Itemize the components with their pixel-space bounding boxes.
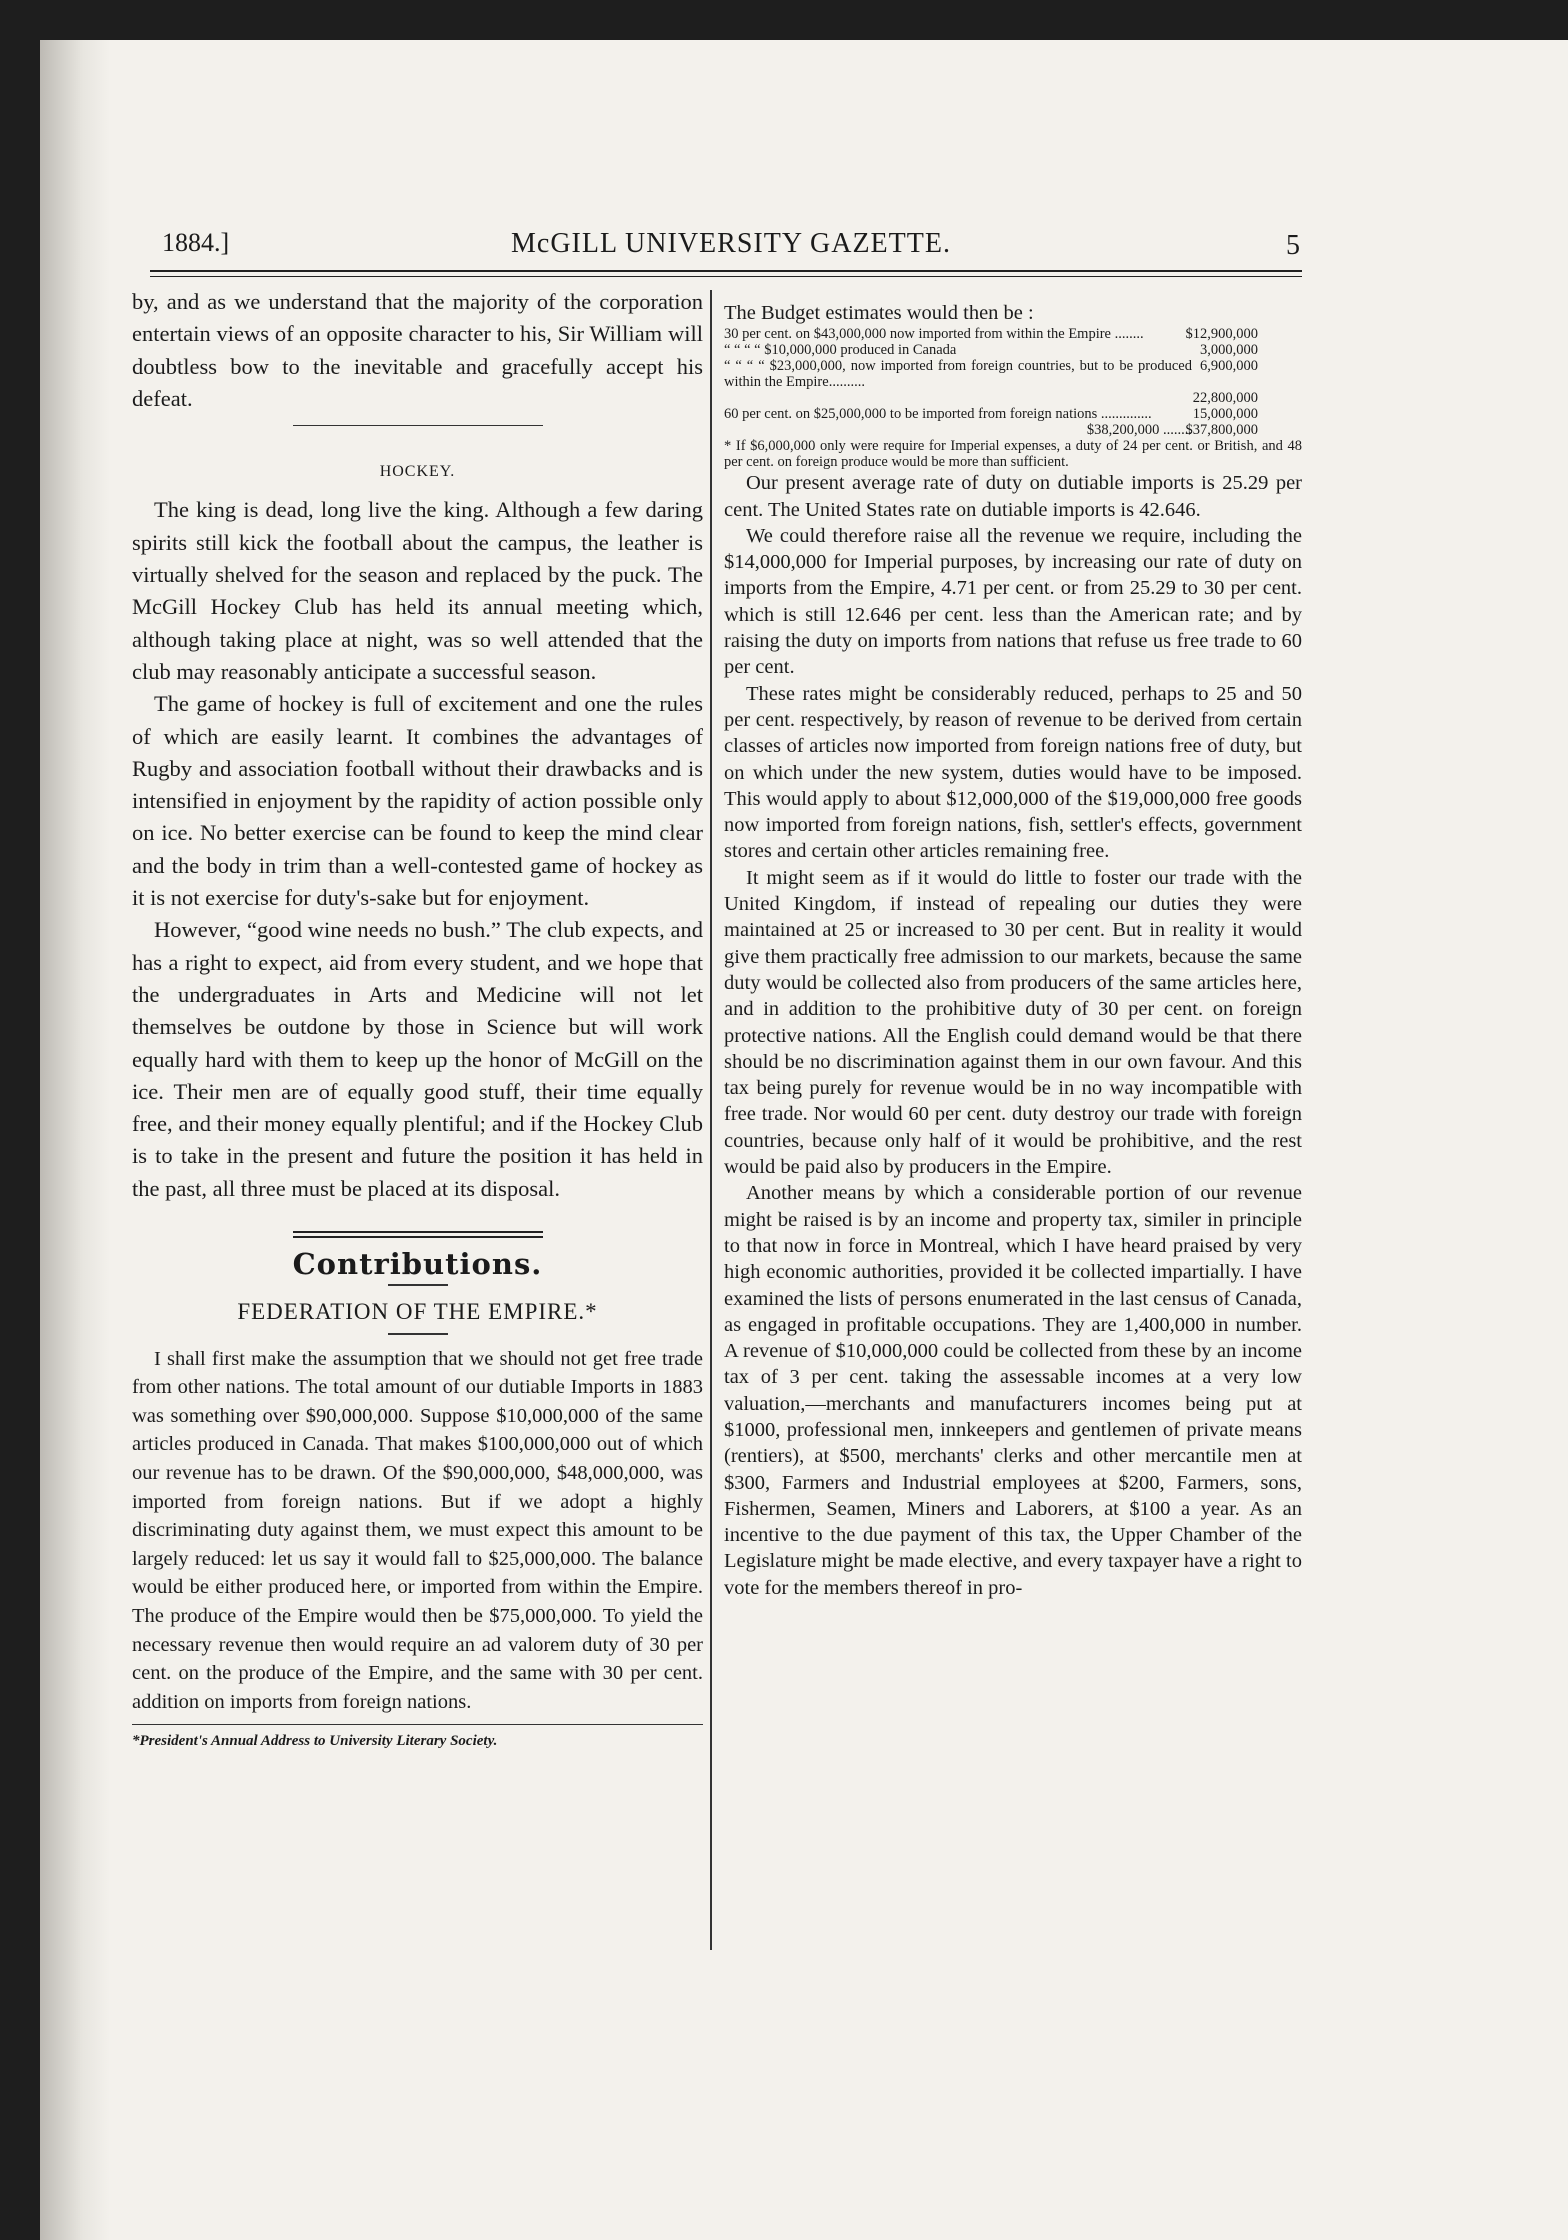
page-header	[162, 228, 1300, 268]
budget-row-value: 3,000,000	[1200, 342, 1258, 359]
contributions-rule	[293, 1231, 543, 1238]
opening-paragraph: by, and as we understand that the majority of the corporation entertain views of an opposite character to his, Sir William will doubtless bow to the inevitable and gracefully accept his defeat.	[132, 289, 703, 411]
hockey-paragraph: However, “good wine needs no bush.” The club expects, and has a right to expect, aid from every student, and we hope that the undergraduates in Arts and Medicine will not let themselves be outdone by those in Science but will work equally hard with them to keep up the honor of McGill on the ice. Their men are of equally good stuff, their time equally free, and their money equally plentiful; and if the Hockey Club is to take in the present and future the position it has held in the past, all three must be placed at its disposal.	[132, 917, 703, 1201]
article-title: FEDERATION OF THE EMPIRE.*	[237, 1299, 598, 1325]
budget-row	[724, 326, 1302, 342]
article-footnote: *President's Annual Address to University Literary Society.	[132, 1733, 498, 1750]
contributions-mini-rule	[388, 1284, 448, 1286]
hockey-paragraph: The king is dead, long live the king. Although a few daring spirits still kick the football about the campus, the leather is virtually shelved for the season and replaced by the puck. The McGill Hockey Club has held its annual meeting which, although taking place at night, was so well attended that the club may reasonably anticipate a successful season.	[132, 497, 703, 684]
budget-row-value: $37,800,000	[1185, 422, 1258, 439]
article-paragraph: I shall first make the assumption that we should not get free trade from other nations. The total amount of our dutiable Imports in 1883 was something over $90,000,000. Suppose $10,000,000 of the same articles produced in Canada. That makes $100,000,000 out of which our revenue has to be drawn. Of the $90,000,000, $48,000,000, was imported from foreign nations. But if we adopt a highly discriminating duty against them, we must expect this amount to be largely reduced: let us say it would fall to $25,000,000. The balance would be either produced here, or imported from within the Empire. The produce of the Empire would then be $75,000,000. To yield the necessary revenue then would require an ad valorem duty of 30 per cent. on the produce of the Empire, and the same with 30 per cent. addition on imports from foreign nations.	[132, 1347, 703, 1713]
article-paragraph: These rates might be considerably reduced, perhaps to 25 and 50 per cent. respectively, by reason of revenue to be derived from certain classes of articles now imported from foreign nations free of duty, but on which under the new system, duties would have to be imposed. This would apply to about $12,000,000 of the $19,000,000 free goods now imported from foreign nations, fish, settler's effects, government stores and certain other articles remaining free.	[724, 682, 1302, 863]
budget-row	[724, 422, 1302, 438]
budget-row	[724, 358, 1302, 390]
budget-row	[724, 390, 1302, 406]
article-paragraph: It might seem as if it would do little to foster our trade with the United Kingdom, if instead of repealing our duties they were maintained at 25 or increased to 30 per cent. But in reality it would give them practically free admission to our markets, because the same duty would be collected also from producers of the same articles here, and in addition to the prohibitive duty of 30 per cent. on foreign protective nations. All the English could demand would be that there should be no discrimination against them in our own favour. And this tax being purely for revenue would be in no way incompatible with free trade. Nor would 60 per cent. duty destroy our trade with foreign countries, because only half of it would be prohibitive, and the rest would be paid also by producers in the Empire.	[724, 866, 1302, 1179]
section-divider	[293, 425, 543, 426]
budget-footnote: * If $6,000,000 only were require for Imperial expenses, a duty of 24 per cent. or British, and 48 per cent. on foreign produce would be more than sufficient.	[724, 438, 1302, 471]
right-column	[724, 300, 1302, 1601]
article-paragraph: Our present average rate of duty on dutiable imports is 25.29 per cent. The United States rate on dutiable imports is 42.646.	[724, 472, 1302, 521]
article-paragraph: We could therefore raise all the revenue we require, including the $14,000,000 for Imperial purposes, by increasing our rate of duty on imports from the Empire, 4.71 per cent. or from 25.29 to 30 per cent. which is still 12.646 per cent. less than the American rate; and by raising the duty on imports from nations that refuse us free trade to 60 per cent.	[724, 524, 1302, 679]
header-year: 1884.]	[162, 228, 230, 257]
header-title: McGILL UNIVERSITY GAZETTE.	[511, 228, 951, 259]
budget-intro: The Budget estimates would then be :	[724, 302, 1034, 324]
header-page-number: 5	[1286, 230, 1300, 261]
left-column	[132, 286, 703, 1758]
budget-row-label: “ “ “ “ $23,000,000, now imported from foreign countries, but to be produced within the Empire..........	[724, 358, 1192, 391]
budget-row-label: “ “ “ “ $10,000,000 produced in Canada	[724, 342, 957, 359]
budget-row	[724, 342, 1302, 358]
budget-row	[724, 406, 1302, 422]
budget-row-label: 60 per cent. on $25,000,000 to be imported from foreign nations ..............	[724, 406, 1152, 423]
budget-row-value: 22,800,000	[1192, 390, 1258, 407]
header-rule-top	[150, 270, 1302, 272]
article-paragraph: Another means by which a considerable portion of our revenue might be raised is by an income and property tax, similer in principle to that now in force in Montreal, which I have heard praised by very high economic authorities, provided it be collected impartially. I have examined the lists of persons enumerated in the last census of Canada, as engaged in profitable occupations. They are 1,400,000 in number. A revenue of $10,000,000 could be collected from these by an income tax of 3 per cent. taking the assessable incomes at a very low valuation,—merchants and manufacturers incomes being put at $1000, professional men, innkeepers and gentlemen of private means (rentiers), at $500, merchants' clerks and other mercantile men at $300, Farmers and Industrial employees at $200, Farmers, sons, Fishermen, Seamen, Miners and Laborers, at $100 a year. As an incentive to the due payment of this tax, the Upper Chamber of the Legislature might be made elective, and every taxpayer have a right to vote for the members thereof in pro-	[724, 1182, 1302, 1599]
contributions-heading: Contributions.	[292, 1247, 543, 1282]
hockey-heading: HOCKEY.	[379, 463, 456, 481]
page-binding-shadow	[40, 40, 110, 2240]
budget-row-value: $12,900,000	[1185, 326, 1258, 343]
budget-row-label: $38,200,000 ........	[1086, 422, 1192, 439]
budget-row-value: 15,000,000	[1192, 406, 1258, 423]
budget-row-label: 30 per cent. on $43,000,000 now imported from within the Empire ........	[724, 326, 1144, 343]
budget-table	[724, 326, 1302, 438]
article-title-rule	[388, 1333, 448, 1335]
budget-row-value: 6,900,000	[1200, 358, 1258, 375]
column-divider	[710, 290, 712, 1950]
header-rule-bottom	[150, 276, 1302, 277]
hockey-paragraph: The game of hockey is full of excitement and one the rules of which are easily learnt. It combines the advantages of Rugby and association football without their drawbacks and is intensified in enjoyment by the rapidity of action possible only on ice. No better exercise can be found to keep the mind clear and the body in trim than a well-contested game of hockey as it is not exercise for duty's-sake but for enjoyment.	[132, 691, 703, 911]
